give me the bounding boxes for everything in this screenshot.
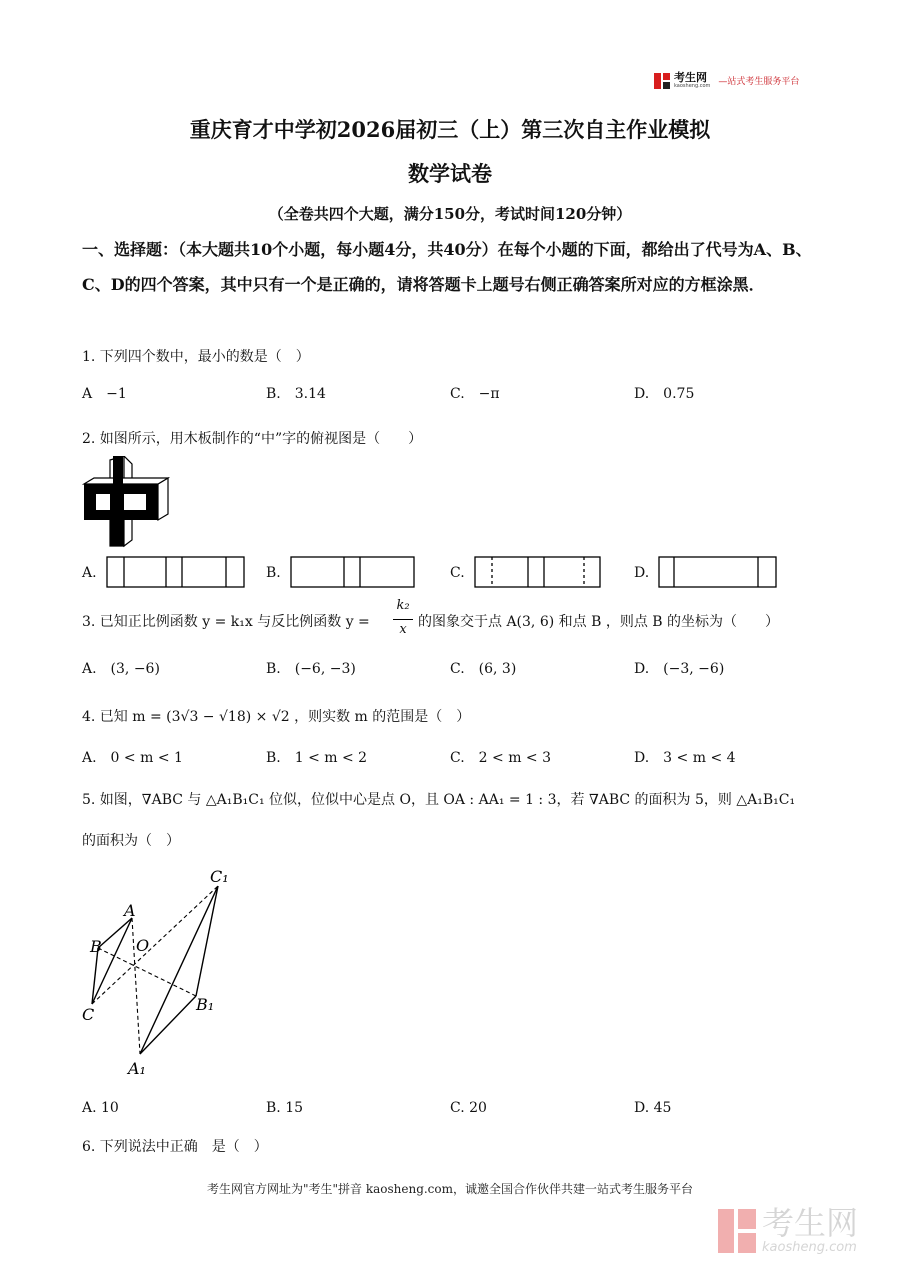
q5-label-a: A — [124, 901, 136, 920]
q2-option-a: A. — [82, 565, 97, 581]
q2-option-c-figure — [474, 556, 602, 588]
watermark-url: kaosheng.com — [762, 1240, 857, 1255]
q2-option-c: C. — [450, 565, 465, 581]
q5-label-c1: C₁ — [210, 867, 229, 886]
q5-stem-2: 的面积为（ ） — [82, 833, 180, 849]
q5-label-c: C — [82, 1005, 95, 1024]
q3-frac-num: k₂ — [396, 598, 410, 613]
q2-option-d-figure — [658, 556, 778, 588]
exam-subject: 数学试卷 — [408, 161, 492, 186]
q3-stem-a: 3. 已知正比例函数 y = k₁x 与反比例函数 y = — [82, 614, 370, 630]
q2-figure — [80, 456, 175, 548]
watermark-text: 考生网 — [762, 1204, 859, 1242]
q3-stem-b: 的图象交于点 A(3, 6) 和点 B ，则点 B 的坐标为（ ） — [418, 614, 780, 630]
q6-stem: 6. 下列说法中正确 是（ ） — [82, 1139, 268, 1155]
logo-slogan: —站式考生服务平台 — [718, 77, 800, 87]
exam-title: 重庆育才中学初2026届初三（上）第三次自主作业模拟 — [189, 117, 711, 142]
q4-option-c: C. 2 < m < 3 — [450, 750, 552, 766]
watermark-logo-icon — [718, 1209, 756, 1253]
q3-frac-bar — [393, 619, 413, 620]
q1-stem: 1. 下列四个数中，最小的数是（ ） — [82, 349, 310, 365]
q3-frac-den: x — [399, 622, 407, 637]
q5-stem-1: 5. 如图，∇ABC 与 △A₁B₁C₁ 位似，位似中心是点 O，且 OA : AA₁ = 1 : 3，若 ∇ABC 的面积为 5，则 △A₁B₁C₁ — [82, 792, 796, 808]
q1-option-c: C. −π — [450, 386, 500, 402]
q1-option-a: A −1 — [82, 386, 127, 402]
q2-stem: 2. 如图所示，用木板制作的“中”字的俯视图是（ ） — [82, 431, 423, 447]
q5-label-b1: B₁ — [196, 995, 215, 1014]
q2-option-a-figure — [106, 556, 246, 588]
exam-info: （全卷共四个大题，满分150分，考试时间120分钟） — [268, 205, 632, 223]
q1-option-b: B. 3.14 — [266, 386, 326, 402]
q4-option-a: A. 0 < m < 1 — [82, 750, 183, 766]
logo-icon — [654, 73, 670, 89]
q3-option-c: C. (6, 3) — [450, 661, 517, 677]
q3-option-a: A. (3, −6) — [82, 661, 160, 677]
section-1-heading: 一、选择题：（本大题共10个小题，每小题4分，共40分）在每个小题的下面，都给出了代号为A、B、C、D的四个答案，其中只有一个是正确的，请将答题卡上题号右侧正确答案所对应的方框涂黑． — [82, 240, 812, 294]
q5-label-a1: A₁ — [128, 1059, 146, 1078]
q3-option-d: D. (−3, −6) — [634, 661, 725, 677]
q2-option-d: D. — [634, 565, 650, 581]
q2-option-b-figure — [290, 556, 416, 588]
q5-option-b: B. 15 — [266, 1100, 304, 1116]
q5-option-c: C. 20 — [450, 1100, 487, 1116]
watermark — [718, 1206, 858, 1255]
page-footer: 考生网官方网址为"考生"拼音 kaosheng.com，诚邀全国合作伙伴共建一站式考生服务平台 — [206, 1182, 694, 1196]
logo-sub: kaosheng.com — [674, 83, 711, 89]
q5-option-d: D. 45 — [634, 1100, 672, 1116]
q5-label-o: O — [136, 936, 150, 955]
header-logo — [654, 72, 799, 89]
q5-label-b: B — [90, 937, 102, 956]
q1-option-d: D. 0.75 — [634, 386, 695, 402]
logo-name: 考生网 — [674, 71, 707, 84]
q3-option-b: B. (−6, −3) — [266, 661, 356, 677]
q5-option-a: A. 10 — [82, 1100, 119, 1116]
q2-option-b: B. — [266, 565, 281, 581]
q4-option-b: B. 1 < m < 2 — [266, 750, 368, 766]
q4-stem: 4. 已知 m = (3√3 − √18) × √2 ，则实数 m 的范围是（ ） — [82, 709, 471, 725]
q5-figure — [80, 862, 230, 1082]
q4-option-d: D. 3 < m < 4 — [634, 750, 736, 766]
